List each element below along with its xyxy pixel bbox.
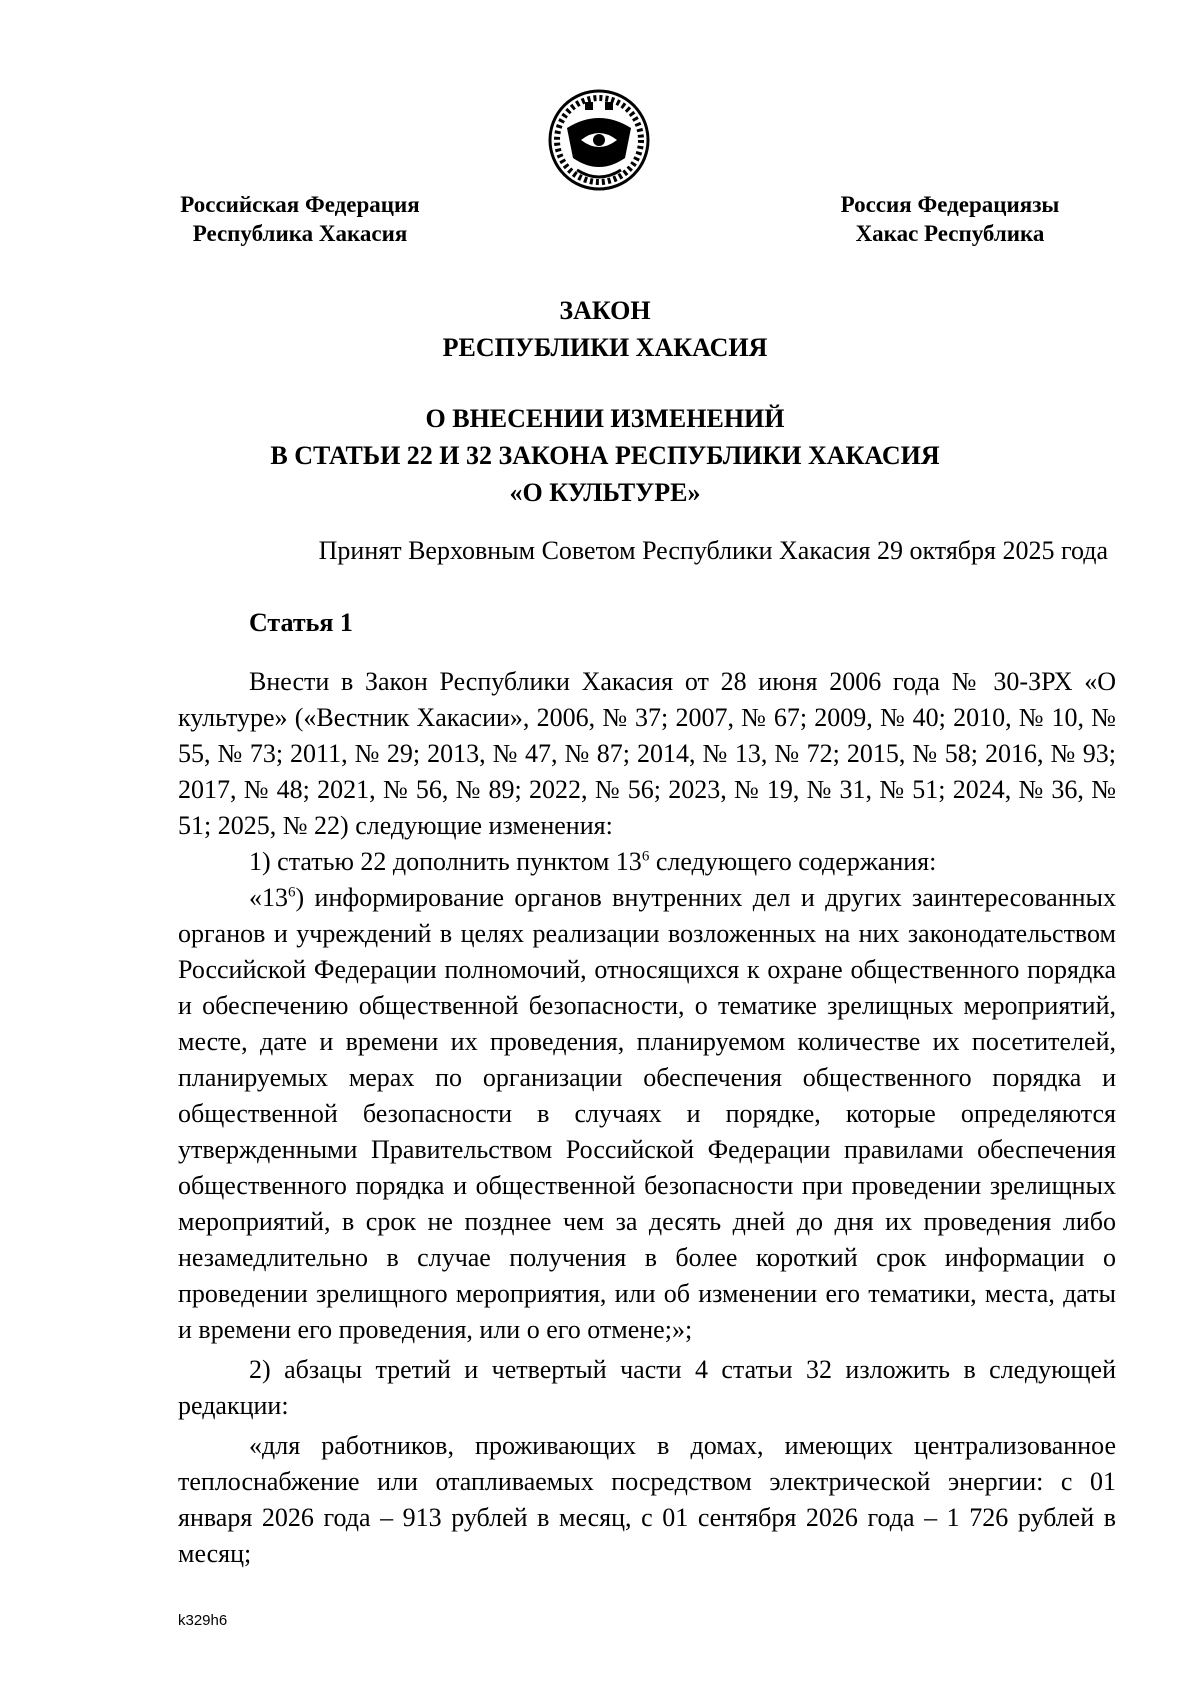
document-code: k329h6 bbox=[178, 1612, 228, 1629]
article-body bbox=[178, 664, 1116, 1572]
quote1-sup: 6 bbox=[288, 884, 296, 901]
adoption-note: Принят Верховным Советом Республики Хакасия 29 октября 2025 года bbox=[318, 536, 1108, 565]
amendment-quote-2: «для работников, проживающих в домах, имеющих централизованное теплоснабжение или отапливаемых посредством электрической энергии: с 01 января 2026 года – 913 рублей в месяц, с 01 сентября 2026 года – 1 726 рублей в месяц; bbox=[178, 1431, 1116, 1568]
amendment-item-1 bbox=[178, 844, 1116, 880]
article-heading: Статья 1 bbox=[249, 608, 353, 637]
quote1-prefix: «13 bbox=[249, 883, 288, 912]
header-right-republic: Хакас Республика bbox=[855, 221, 1045, 246]
coat-of-arms-emblem bbox=[547, 88, 651, 192]
law-subject-line3: «О КУЛЬТУРЕ» bbox=[509, 478, 701, 507]
header-left-country: Российская Федерация bbox=[180, 192, 420, 217]
quote1-text: ) информирование органов внутренних дел и других заинтересованных органов и учреждений в целях реализации возложенных на них законодательством Российской Федерации полномочий, относящихся к охране общественного порядка и обеспечению общественной безопасности, о тематике зрелищных мероприятий, месте, дате и времени их проведения, планируемом количестве их посетителей, планируемых мерах по организации обеспечения общественного порядка и общественной безопасности в случаях и порядке, которые определяются утвержденными Правительством Российской Федерации правилами обеспечения общественного порядка и общественной безопасности при проведении зрелищных мероприятий, в срок не позднее чем за десять дней до дня их проведения либо незамедлительно в случае получения в более короткий срок информации о проведении зрелищного мероприятия, или об изменении его тематики, места, даты и времени его проведения, или о его отмене;»; bbox=[178, 883, 1116, 1344]
law-title-line1: ЗАКОН bbox=[559, 296, 651, 325]
law-title bbox=[160, 292, 1050, 366]
header-right-country: Россия Федерациязы bbox=[840, 192, 1060, 217]
header-left-republic: Республика Хакасия bbox=[192, 221, 408, 246]
item1-prefix: 1) статью 22 дополнить пунктом 13 bbox=[249, 847, 642, 876]
article-intro: Внести в Закон Республики Хакасия от 28 июня 2006 года № 30-ЗРХ «О культуре» («Вестник Хакасии», 2006, № 37; 2007, № 67; 2009, № 40; 2010, № 10, № 55, № 73; 2011, № 29; 2013, № 47, № 87; 2014, № 13, № 72; 2015, № 58; 2016, № 93; 2017, № 48; 2021, № 56, № 89; 2022, № 56; 2023, № 19, № 31, № 51; 2024, № 36, № 51; 2025, № 22) следующие изменения: bbox=[178, 667, 1116, 840]
item1-sup: 6 bbox=[641, 848, 650, 865]
law-subject-line2: В СТАТЬИ 22 И 32 ЗАКОНА РЕСПУБЛИКИ ХАКАСИЯ bbox=[270, 441, 940, 470]
header-right bbox=[820, 190, 1080, 248]
amendment-quote-1 bbox=[178, 880, 1116, 1348]
law-subject bbox=[160, 400, 1050, 511]
law-title-line2: РЕСПУБЛИКИ ХАКАСИЯ bbox=[442, 333, 768, 362]
law-subject-line1: О ВНЕСЕНИИ ИЗМЕНЕНИЙ bbox=[425, 404, 785, 433]
amendment-item-2: 2) абзацы третий и четвертый части 4 статьи 32 изложить в следующей редакции: bbox=[178, 1355, 1116, 1420]
header-left bbox=[160, 190, 440, 248]
item1-suffix: следующего содержания: bbox=[649, 847, 937, 876]
